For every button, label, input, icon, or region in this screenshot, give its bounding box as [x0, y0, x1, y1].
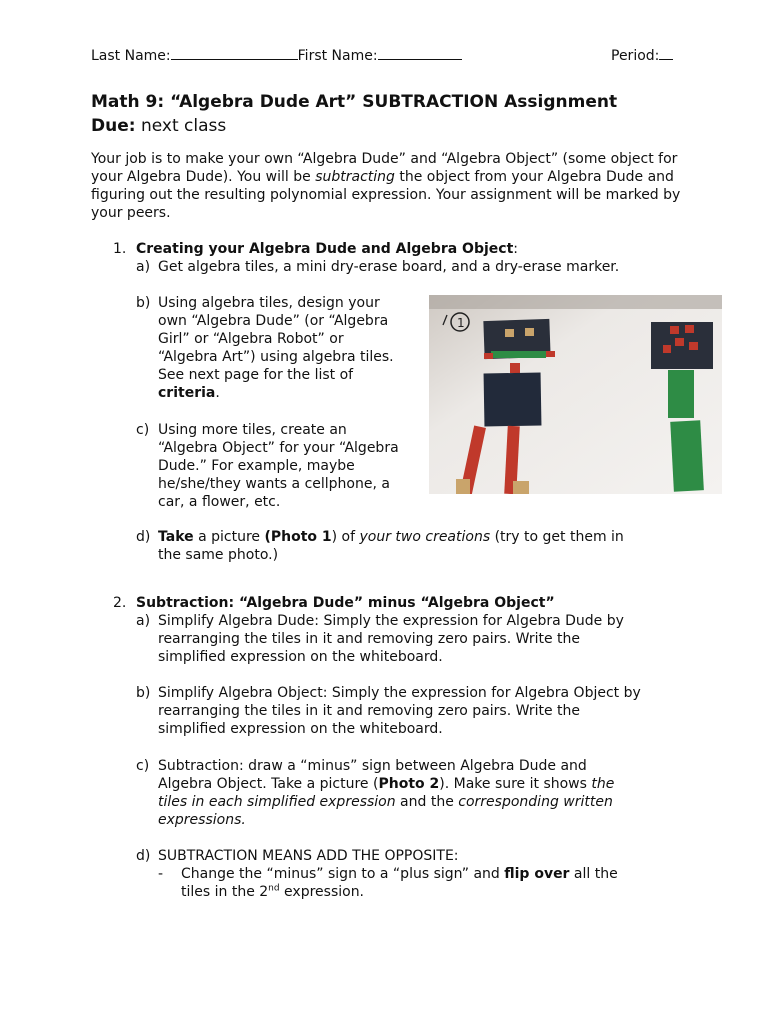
- photo-1-label: (Photo 1: [264, 529, 332, 545]
- s2c-em: expressions.: [158, 812, 246, 828]
- s1b-line: “Algebra Art”) using algebra tiles.: [158, 349, 394, 365]
- s2d-line: [181, 865, 618, 883]
- s1b-line: See next page for the list of: [158, 367, 354, 383]
- s2b-letter: b): [136, 685, 151, 701]
- s2c-text: [158, 757, 614, 829]
- s2c-letter: c): [136, 758, 150, 774]
- due-label: Due:: [91, 116, 136, 136]
- last-name-label: Last Name:: [91, 48, 171, 64]
- s1b-line: own “Algebra Dude” (or “Algebra: [158, 313, 389, 329]
- section-2-heading-text: Subtraction: “Algebra Dude” minus “Algebra Object”: [136, 595, 555, 611]
- s2a-letter: a): [136, 613, 151, 629]
- s2d-line: [181, 883, 618, 901]
- period-line: [611, 46, 673, 65]
- s1a-letter: a): [136, 259, 151, 275]
- s2b-line: Simplify Algebra Object: Simply the expression for Algebra Object by: [158, 685, 641, 701]
- section-1-number: 1.: [113, 241, 127, 257]
- s1d-letter: d): [136, 529, 151, 545]
- s2d-seg: all the: [569, 866, 618, 882]
- s1c-text: [158, 421, 399, 511]
- s1d-seg: (try to get them in: [490, 529, 624, 545]
- s2d-seg: tiles in the 2: [181, 884, 269, 900]
- s1d-text: [158, 528, 624, 564]
- s2d-seg: Change the “minus” sign to a “plus sign” and: [181, 866, 505, 882]
- s2a-line: simplified expression on the whiteboard.: [158, 649, 443, 665]
- s1c-line: car, a flower, etc.: [158, 494, 281, 510]
- s2d-bullet: [181, 865, 618, 901]
- intro-text-1: Your job is to make your own “Algebra Dude” and “Algebra Object” (some object for your Algebra Dude). You will be: [91, 151, 678, 185]
- name-line: [91, 46, 462, 65]
- s2c-line: [158, 775, 614, 793]
- s1b-letter: b): [136, 295, 151, 311]
- period-blank[interactable]: [659, 46, 673, 60]
- s2c-em: corresponding written: [458, 794, 613, 810]
- s1b-line: Girl” or “Algebra Robot” or: [158, 331, 344, 347]
- period-mark: .: [215, 385, 220, 401]
- page-title: Math 9: “Algebra Dude Art” SUBTRACTION Assignment: [91, 92, 618, 112]
- section-1-heading: [136, 240, 518, 258]
- flip-over-word: flip over: [504, 866, 570, 882]
- s2c-em: tiles in each simplified expression: [158, 794, 396, 810]
- first-name-blank[interactable]: [378, 46, 462, 60]
- s1a-text: Get algebra tiles, a mini dry-erase board, and a dry-erase marker.: [158, 259, 620, 275]
- algebra-tiles-photo: [429, 295, 722, 494]
- section-2-heading: [136, 594, 555, 612]
- s2c-line: [158, 793, 614, 811]
- two-creations: your two creations: [359, 529, 491, 545]
- s2a-line: Simplify Algebra Dude: Simply the expression for Algebra Dude by: [158, 613, 624, 629]
- s2b-text: [158, 684, 641, 738]
- section-2-number: 2.: [113, 595, 127, 611]
- s2c-seg: ). Make sure it shows: [439, 776, 592, 792]
- s2c-seg: Algebra Object. Take a picture (: [158, 776, 379, 792]
- s1c-line: he/she/they wants a cellphone, a: [158, 476, 390, 492]
- criteria-word: criteria: [158, 385, 216, 401]
- s1b-line: [158, 384, 394, 402]
- intro-text-2: the object from your Algebra Dude and figuring out the resulting polynomial expression. Your assignment will be marked by your peers.: [91, 169, 681, 221]
- due-line: [91, 116, 226, 136]
- s2a-line: rearranging the tiles in it and removing zero pairs. Write the: [158, 631, 580, 647]
- due-value: next class: [135, 116, 227, 136]
- intro-emphasis: subtracting: [315, 169, 395, 185]
- first-name-label: First Name:: [297, 48, 378, 64]
- s2b-line: simplified expression on the whiteboard.: [158, 721, 443, 737]
- section-1-colon: :: [513, 241, 518, 257]
- s2a-text: [158, 612, 624, 666]
- s2d-dash: -: [158, 866, 164, 882]
- s1c-line: Using more tiles, create an: [158, 422, 347, 438]
- s2c-seg: and the: [395, 794, 459, 810]
- s2b-line: rearranging the tiles in it and removing zero pairs. Write the: [158, 703, 580, 719]
- s2c-line: [158, 811, 614, 829]
- take-word: Take: [158, 529, 194, 545]
- s2d-seg: expression.: [279, 884, 365, 900]
- s1c-letter: c): [136, 422, 150, 438]
- s1d-line-2: the same photo.): [158, 547, 279, 563]
- s1c-line: “Algebra Object” for your “Algebra: [158, 440, 399, 456]
- intro-paragraph: [91, 150, 681, 222]
- s2d-letter: d): [136, 848, 151, 864]
- s1d-seg: a picture: [193, 529, 265, 545]
- s2c-line: Subtraction: draw a “minus” sign between Algebra Dude and: [158, 758, 587, 774]
- ordinal-sup: nd: [268, 883, 280, 894]
- s1c-line: Dude.” For example, maybe: [158, 458, 355, 474]
- section-1-heading-text: Creating your Algebra Dude and Algebra Object: [136, 241, 514, 257]
- s1d-seg: ) of: [331, 529, 360, 545]
- period-label: Period:: [611, 48, 660, 64]
- s2c-em: the: [591, 776, 615, 792]
- s2d-heading: SUBTRACTION MEANS ADD THE OPPOSITE:: [158, 848, 459, 864]
- photo-2-label: Photo 2: [378, 776, 440, 792]
- last-name-blank[interactable]: [171, 46, 298, 60]
- s1d-line-1: [158, 528, 624, 546]
- s1b-text: [158, 294, 394, 402]
- photo-mark: 1: [457, 316, 465, 330]
- s1b-line: Using algebra tiles, design your: [158, 295, 380, 311]
